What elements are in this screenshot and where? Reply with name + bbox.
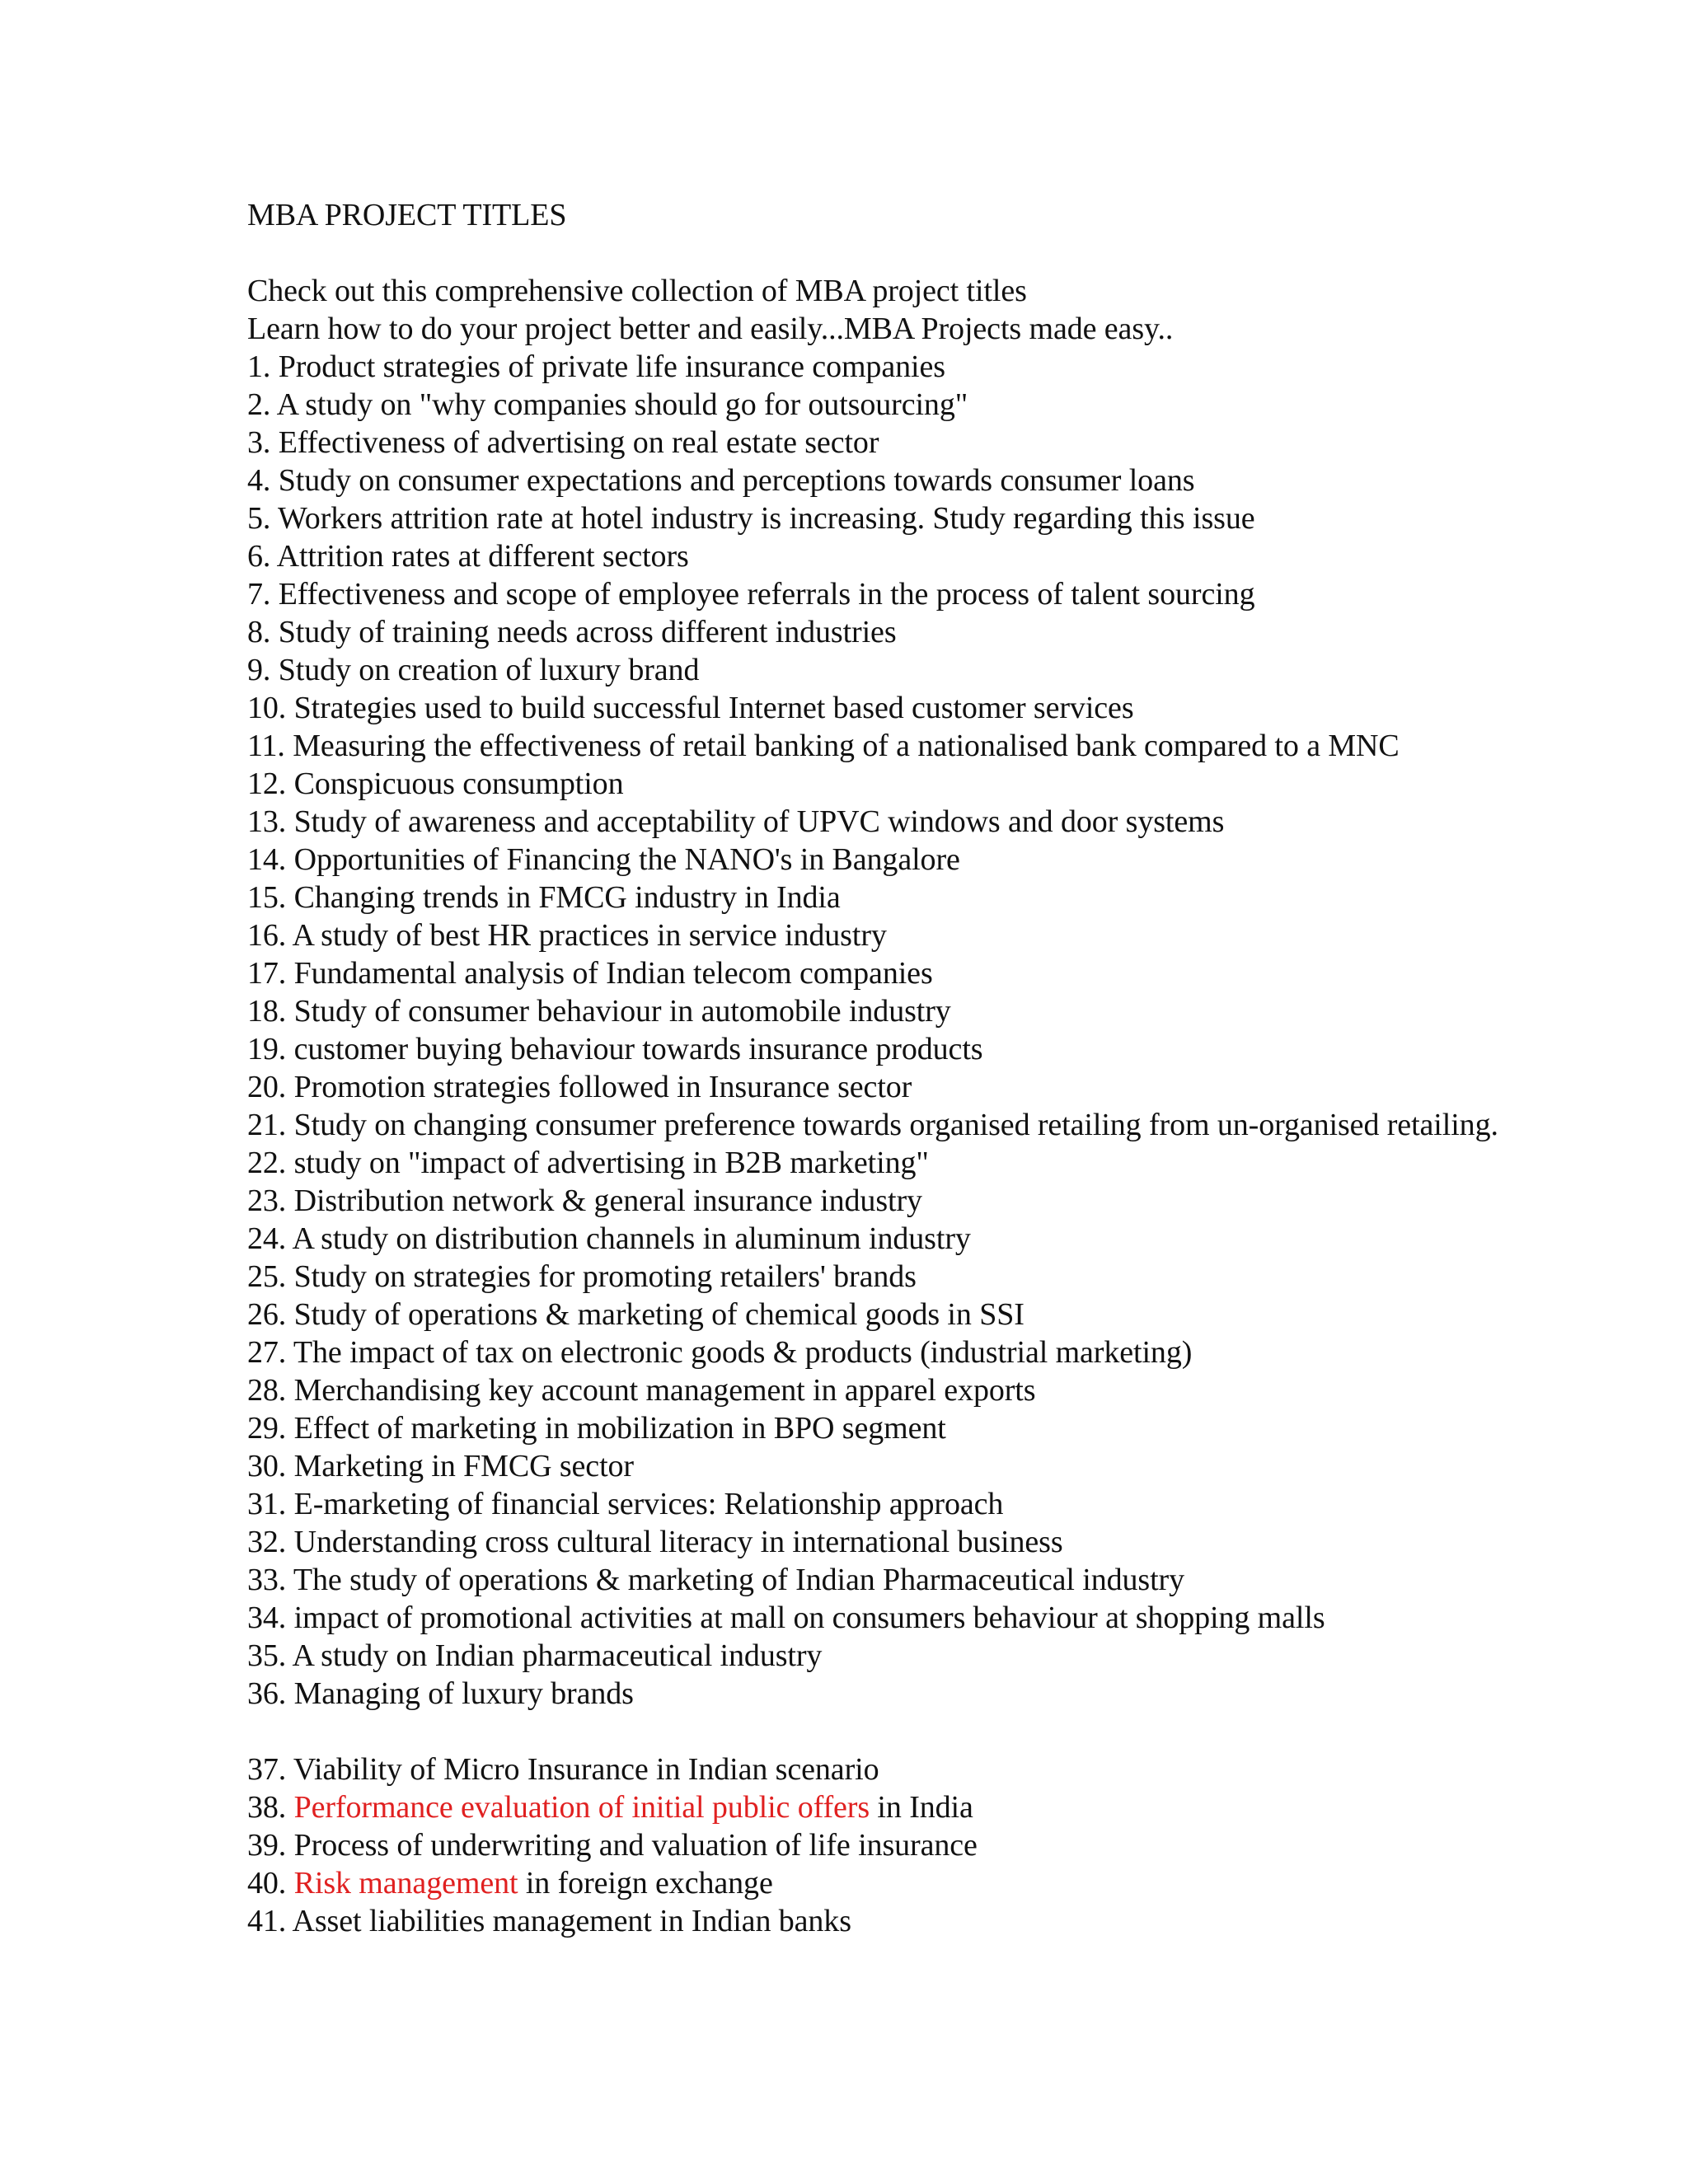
item-suffix: in foreign exchange — [518, 1866, 773, 1900]
item-number: 40. — [247, 1866, 294, 1900]
list-item: 22. study on "impact of advertising in B2B marketing" — [247, 1146, 929, 1180]
list-item — [247, 1788, 1665, 1826]
list-item: 10. Strategies used to build successful Internet based customer services — [247, 691, 1134, 725]
list-item: 8. Study of training needs across different industries — [247, 615, 897, 649]
list-item: 23. Distribution network & general insurance industry — [247, 1183, 922, 1218]
project-title-list — [247, 348, 1665, 1713]
list-item: 13. Study of awareness and acceptability of UPVC windows and door systems — [247, 804, 1225, 839]
list-item: 26. Study of operations & marketing of chemical goods in SSI — [247, 1297, 1025, 1332]
list-item: 9. Study on creation of luxury brand — [247, 653, 700, 687]
list-item: 7. Effectiveness and scope of employee referrals in the process of talent sourcing — [247, 577, 1255, 612]
item-suffix: in India — [870, 1790, 973, 1825]
list-item: 18. Study of consumer behaviour in automobile industry — [247, 994, 951, 1029]
list-item: 31. E-marketing of financial services: Relationship approach — [247, 1487, 1004, 1521]
page-title: MBA PROJECT TITLES — [247, 198, 567, 232]
list-item: 11. Measuring the effectiveness of retail banking of a nationalised bank compared to a MNC — [247, 729, 1400, 763]
document-body — [247, 196, 1665, 1940]
list-item — [247, 1864, 1665, 1902]
list-item: 25. Study on strategies for promoting retailers' brands — [247, 1259, 917, 1294]
list-item: 15. Changing trends in FMCG industry in India — [247, 880, 841, 915]
spacer — [247, 1713, 1665, 1750]
list-item: 35. A study on Indian pharmaceutical industry — [247, 1638, 823, 1673]
list-item: 28. Merchandising key account management in apparel exports — [247, 1373, 1036, 1408]
list-item: 41. Asset liabilities management in Indian banks — [247, 1904, 851, 1938]
list-item: 6. Attrition rates at different sectors — [247, 539, 689, 574]
spacer — [247, 234, 1665, 272]
list-item: 39. Process of underwriting and valuation of life insurance — [247, 1828, 978, 1863]
list-item: 32. Understanding cross cultural literacy in international business — [247, 1525, 1063, 1559]
list-item: 36. Managing of luxury brands — [247, 1676, 634, 1711]
list-item: 5. Workers attrition rate at hotel industry is increasing. Study regarding this issue — [247, 501, 1255, 536]
list-item: 17. Fundamental analysis of Indian telecom companies — [247, 956, 933, 991]
list-item: 27. The impact of tax on electronic goods & products (industrial marketing) — [247, 1335, 1193, 1370]
list-item: 3. Effectiveness of advertising on real estate sector — [247, 425, 879, 460]
intro-line: Check out this comprehensive collection of MBA project titles — [247, 274, 1027, 308]
list-item: 34. impact of promotional activities at mall on consumers behaviour at shopping malls — [247, 1601, 1325, 1635]
list-item: 20. Promotion strategies followed in Insurance sector — [247, 1070, 912, 1104]
list-item: 29. Effect of marketing in mobilization in BPO segment — [247, 1411, 946, 1446]
list-item: 33. The study of operations & marketing of Indian Pharmaceutical industry — [247, 1563, 1185, 1597]
intro-line: Learn how to do your project better and easily...MBA Projects made easy.. — [247, 312, 1174, 346]
list-item: 21. Study on changing consumer preference towards organised retailing from un-organised retailing. — [247, 1108, 1498, 1142]
list-item: 16. A study of best HR practices in service industry — [247, 918, 887, 953]
list-item: 19. customer buying behaviour towards insurance products — [247, 1032, 983, 1066]
list-item: 12. Conspicuous consumption — [247, 766, 624, 801]
item-number: 38. — [247, 1790, 294, 1825]
list-item: 2. A study on "why companies should go for outsourcing" — [247, 387, 968, 422]
list-item: 30. Marketing in FMCG sector — [247, 1449, 634, 1483]
risk-management-link[interactable]: Risk management — [293, 1866, 518, 1900]
list-item: 24. A study on distribution channels in aluminum industry — [247, 1221, 971, 1256]
list-item: 14. Opportunities of Financing the NANO's in Bangalore — [247, 842, 960, 877]
ipo-link[interactable]: Performance evaluation of initial public offers — [293, 1790, 870, 1825]
list-item: 1. Product strategies of private life insurance companies — [247, 349, 945, 384]
list-item: 4. Study on consumer expectations and perceptions towards consumer loans — [247, 463, 1195, 498]
list-item: 37. Viability of Micro Insurance in Indian scenario — [247, 1752, 879, 1787]
